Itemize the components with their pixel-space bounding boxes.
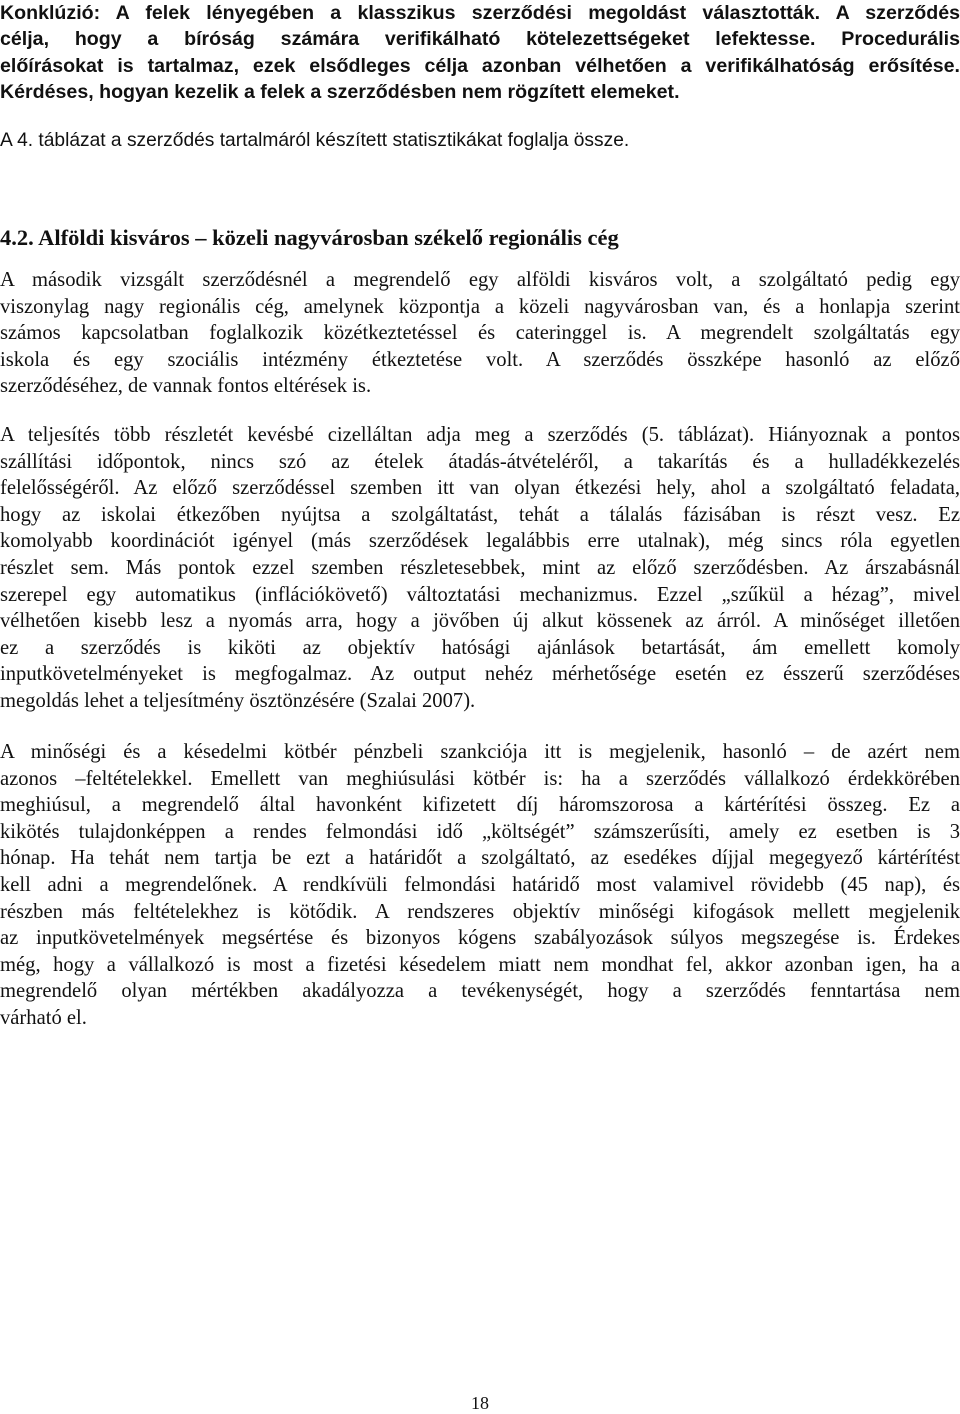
paragraph-line: iskola és egy szociális intézmény étkeztetése volt. A szerződés összképe hasonló az előző [0, 348, 960, 371]
conclusion-line: célja, hogy a bíróság számára verifikálható kötelezettségeket lefektesse. Procedurális [0, 28, 960, 51]
paragraph-line: ez a szerződés is kiköti az objektív hatósági ajánlások betartását, ám emellett komoly [0, 636, 960, 659]
paragraph-line: szerepel egy automatikus (inflációkövető) változtatási mechanizmus. Ezzel „szűkül a hézag”, mivel [0, 583, 960, 606]
paragraph-line: megoldás lehet a teljesítmény ösztönzésére (Szalai 2007). [0, 689, 476, 712]
paragraph-line: részben más feltételekhez is kötődik. A rendszeres objektív minőségi kifogások mellett megjelenik [0, 900, 960, 923]
paragraph-line: megrendelő olyan mértékben akadályozza a tevékenységét, hogy a szerződés fenntartása nem [0, 980, 960, 1003]
conclusion-line: Kérdéses, hogyan kezelik a felek a szerződésben nem rögzített elemeket. [0, 81, 680, 104]
paragraph-line: hogy az iskolai étkezőben nyújtsa a szolgáltatást, tehát a tálalás fázisában is részt vesz. Ez [0, 503, 960, 526]
table-reference-text: A 4. táblázat a szerződés tartalmáról készített statisztikákat foglalja össze. [0, 130, 630, 151]
paragraph-line: komolyabb koordinációt igényel (más szerződések legalábbis erre utalnak), még sincs róla egyetlen [0, 530, 960, 553]
paragraph-line: vélhetően kisebb lesz a nyomás arra, hogy a jövőben új alkut kössenek az árról. A minőséget illetően [0, 610, 960, 633]
paragraph-line: kell adni a megrendelőnek. A rendkívüli felmondási határidő most valamivel rövidebb (45 nap), és [0, 873, 960, 896]
paragraph-line: meghiúsul, a megrendelő által havonként kifizetett díj háromszorosa a kártérítési összeg. Ez a [0, 794, 960, 817]
body-paragraph-3 [0, 739, 960, 1032]
paragraph-line: inputkövetelményeket is megfogalmaz. Az output nehéz mérhetősége esetén ez ésszerű szerződéses [0, 663, 960, 686]
paragraph-line: azonos –feltételekkel. Emellett van meghiúsulási kötbér is: ha a szerződés vállalkozó érdekkörében [0, 767, 960, 790]
paragraph-line: felelősségéről. Az előző szerződéssel szemben itt van olyan étkezési hely, ahol a szolgáltató feladata, [0, 477, 960, 500]
body-paragraph-1 [0, 267, 960, 400]
conclusion-line: előírásokat is tartalmaz, ezek elsődleges célja azonban vélhetően a verifikálhatóság erősítése. [0, 54, 960, 77]
paragraph-line: A minőségi és a késedelmi kötbér pénzbeli szankciója itt is megjelenik, hasonló – de azért nem [0, 741, 960, 763]
conclusion-line: Konklúzió: A felek lényegében a klasszikus szerződési megoldást választották. A szerződés [0, 2, 960, 24]
paragraph-line: A második vizsgált szerződésnél a megrendelő egy alföldi kisváros volt, a szolgáltató pedig egy [0, 269, 960, 291]
body-paragraph-2 [0, 422, 960, 715]
paragraph-line: az inputkövetelmények megsértése és bizonyos kógens szabályozások súlyos megszegése is. Érdekes [0, 927, 960, 950]
conclusion-paragraph [0, 0, 960, 106]
paragraph-line: még, hogy a vállalkozó is most a fizetési késedelem miatt nem mondhat fel, akkor azonban igen, ha a [0, 953, 960, 976]
section-heading: 4.2. Alföldi kisváros – közeli nagyvárosban székelő regionális cég [0, 225, 619, 250]
paragraph-line: kikötés tulajdonképpen a rendes felmondási idő „költségét” számszerűsíti, amely ez esetben is 3 [0, 820, 960, 843]
paragraph-line: A teljesítés több részletét kevésbé cizelláltan adja meg a szerződés (5. táblázat). Hiányoznak a pontos [0, 424, 960, 446]
page-number: 18 [471, 1393, 489, 1413]
paragraph-line: szállítási időpontok, nincs szó az ételek átadás-átvételéről, a takarítás és a hulladékkezelés [0, 450, 960, 473]
paragraph-line: számos kapcsolatban foglalkozik közétkeztetéssel és cateringgel is. A megrendelt szolgáltatás egy [0, 322, 960, 345]
paragraph-line: szerződéséhez, de vannak fontos eltérések is. [0, 375, 372, 398]
paragraph-line: hónap. Ha tehát nem tartja be ezt a határidőt a szolgáltató, az esedékes díjjal megegyező kártérítést [0, 847, 960, 870]
paragraph-line: részlet sem. Más pontok ezzel szemben részletesebbek, mint az előző szerződésben. Az árszabásnál [0, 556, 960, 579]
paragraph-line: várható el. [0, 1006, 87, 1029]
paragraph-line: viszonylag nagy regionális cég, amelynek központja a közeli nagyvárosban van, és a honlapja szerint [0, 295, 960, 318]
